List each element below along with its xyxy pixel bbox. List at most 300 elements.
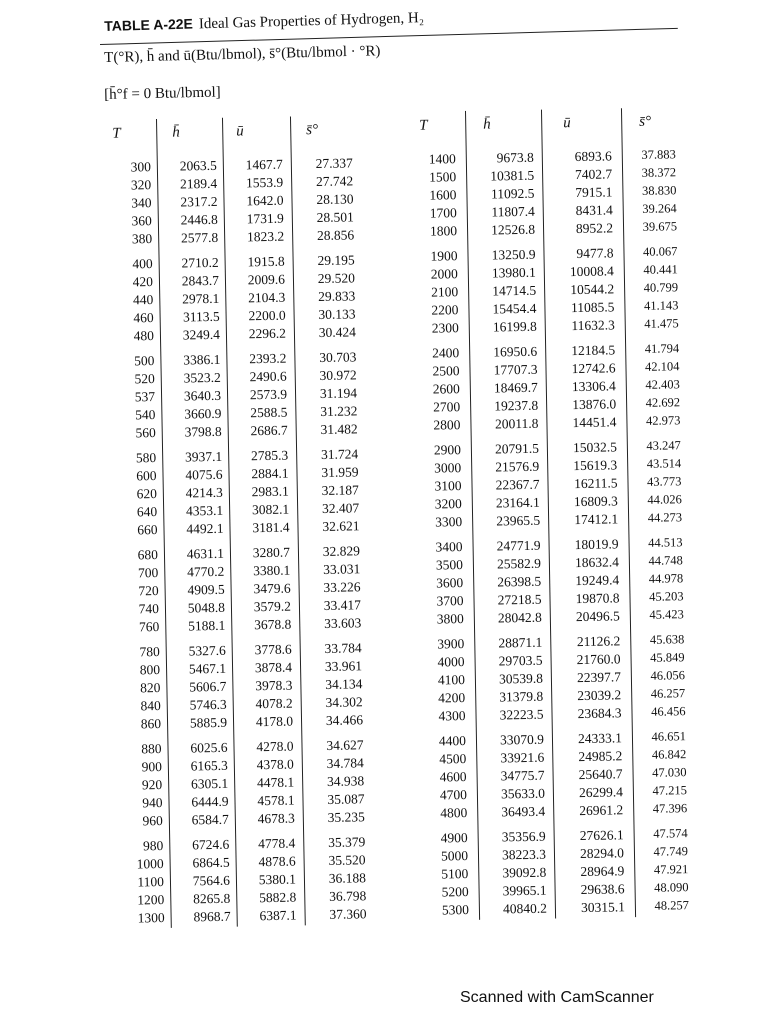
entropy-cell: 34.784	[326, 755, 364, 771]
internal-energy-cell: 11085.5	[570, 299, 615, 316]
temperature-cell: 960	[142, 812, 163, 829]
temperature-cell: 1900	[430, 248, 458, 264]
entropy-cell: 31.482	[320, 421, 358, 438]
temperature-cell: 580	[135, 450, 157, 466]
enthalpy-cell: 3113.5	[182, 308, 220, 325]
internal-energy-cell: 1915.8	[247, 253, 285, 270]
temperature-cell: 640	[136, 504, 158, 520]
internal-energy-cell: 2588.5	[250, 404, 288, 421]
entropy-cell: 32.407	[321, 500, 360, 516]
entropy-cell: 27.742	[315, 173, 354, 190]
temperature-cell: 1100	[137, 873, 165, 890]
enthalpy-cell: 40840.2	[502, 900, 548, 917]
internal-energy-cell: 2104.3	[248, 289, 286, 306]
temperature-cell: 1400	[428, 151, 456, 167]
temperature-cell: 480	[133, 328, 155, 344]
internal-energy-cell: 21126.2	[576, 633, 621, 650]
entropy-cell: 31.959	[321, 464, 359, 481]
temperature-cell: 340	[131, 195, 152, 211]
internal-energy-cell: 13306.4	[571, 378, 616, 395]
enthalpy-cell: 22367.7	[495, 476, 540, 493]
row-group	[409, 341, 681, 436]
enthalpy-cell: 21576.9	[495, 458, 540, 475]
entropy-cell: 46.651	[651, 729, 687, 744]
entropy-cell: 34.627	[326, 737, 364, 753]
enthalpy-cell: 5606.7	[189, 678, 227, 695]
temperature-cell: 1000	[136, 855, 164, 872]
enthalpy-cell: 35356.9	[501, 828, 546, 845]
enthalpy-cell: 6025.6	[190, 739, 228, 756]
temperature-cell: 2700	[433, 399, 461, 415]
row-group	[414, 632, 686, 727]
internal-energy-cell: 22397.7	[576, 669, 622, 686]
internal-energy-cell: 1467.7	[245, 156, 283, 173]
row-group	[411, 438, 683, 533]
left-table-body	[101, 155, 367, 929]
internal-energy-cell: 3878.4	[254, 659, 293, 676]
row-group	[110, 640, 364, 735]
enthalpy-cell: 39965.1	[502, 882, 547, 899]
row-group	[104, 349, 358, 444]
enthalpy-cell: 30539.8	[498, 670, 544, 687]
entropy-cell: 43.773	[646, 474, 682, 489]
enthalpy-cell: 4631.1	[186, 545, 225, 562]
enthalpy-cell: 2577.8	[180, 229, 219, 246]
temperature-cell: 360	[131, 213, 152, 229]
internal-energy-cell: 1731.9	[246, 210, 284, 227]
enthalpy-cell: 8968.7	[193, 908, 231, 925]
row-group	[111, 737, 365, 832]
right-table	[405, 112, 690, 921]
temperature-cell: 4300	[438, 708, 466, 724]
entropy-cell: 31.724	[320, 446, 359, 463]
enthalpy-cell: 7564.6	[192, 872, 231, 889]
temperature-cell: 3300	[435, 514, 463, 530]
entropy-cell: 42.104	[644, 359, 680, 374]
internal-energy-cell: 3479.6	[253, 580, 291, 597]
temperature-cell: 3700	[436, 593, 464, 609]
enthalpy-cell: 15454.4	[492, 300, 537, 317]
entropy-cell: 29.833	[318, 288, 356, 305]
temperature-cell: 560	[135, 425, 156, 441]
temperature-cell: 1500	[429, 169, 457, 185]
row-group	[103, 252, 357, 347]
temperature-cell: 2800	[433, 417, 461, 433]
entropy-cell: 38.830	[641, 183, 677, 198]
entropy-cell: 34.938	[326, 773, 365, 789]
temperature-cell: 540	[135, 407, 156, 423]
entropy-cell: 28.856	[316, 227, 355, 244]
entropy-cell: 45.423	[649, 607, 684, 622]
row-group	[416, 729, 688, 824]
temperature-cell: 1600	[429, 187, 457, 203]
enthalpy-cell: 33070.9	[499, 731, 545, 748]
temperature-cell: 500	[134, 353, 155, 369]
entropy-cell: 40.441	[643, 262, 678, 277]
enthalpy-cell: 3386.1	[183, 351, 221, 368]
entropy-cell: 40.067	[642, 244, 678, 259]
enthalpy-cell: 2710.2	[181, 254, 219, 271]
entropy-cell: 34.466	[325, 712, 364, 728]
internal-energy-cell: 10008.4	[569, 263, 614, 280]
temperature-cell: 3200	[434, 496, 462, 512]
temperature-cell: 2100	[431, 284, 459, 300]
internal-energy-cell: 14451.4	[572, 414, 617, 431]
enthalpy-cell: 34775.7	[500, 767, 545, 784]
entropy-cell: 45.849	[650, 650, 685, 665]
temperature-cell: 4800	[440, 805, 468, 821]
enthalpy-cell: 29703.5	[498, 652, 543, 669]
temperature-cell: 980	[142, 837, 164, 854]
temperature-cell: 3800	[436, 611, 464, 627]
entropy-cell: 41.794	[644, 341, 680, 356]
enthalpy-cell: 5048.8	[187, 599, 226, 616]
internal-energy-cell: 21760.0	[576, 651, 621, 668]
temperature-cell: 820	[140, 679, 161, 696]
entropy-cell: 34.134	[325, 676, 363, 692]
internal-energy-cell: 7915.1	[575, 184, 613, 201]
enthalpy-cell: 5885.9	[189, 714, 228, 731]
temperature-cell: 3100	[434, 478, 462, 494]
temperature-cell: 4000	[437, 654, 465, 670]
temperature-cell: 2600	[432, 381, 460, 397]
temperature-cell: 2300	[431, 320, 459, 336]
entropy-cell: 42.403	[645, 377, 680, 392]
col-header-T: T	[419, 117, 428, 134]
temperature-cell: 620	[136, 486, 157, 502]
temperature-cell: 940	[142, 794, 163, 811]
entropy-cell: 47.030	[652, 765, 687, 780]
entropy-cell: 44.748	[648, 553, 683, 568]
enthalpy-cell: 32223.5	[499, 706, 544, 723]
temperature-cell: 5200	[441, 884, 469, 900]
temperature-cell: 780	[139, 643, 160, 660]
temperature-cell: 4500	[439, 751, 467, 767]
internal-energy-cell: 1823.2	[246, 228, 285, 245]
right-table-header	[405, 112, 652, 145]
internal-energy-cell: 4278.0	[256, 738, 294, 755]
temperature-cell: 320	[130, 177, 152, 193]
row-group	[406, 147, 678, 242]
temperature-cell: 420	[132, 274, 154, 290]
col-header-s: s̄°	[306, 122, 319, 139]
internal-energy-cell: 2884.1	[251, 465, 289, 482]
internal-energy-cell: 25640.7	[578, 766, 623, 783]
internal-energy-cell: 24985.2	[578, 748, 623, 765]
enthalpy-cell: 5327.6	[188, 642, 226, 659]
row-group	[101, 155, 355, 250]
enthalpy-cell: 28042.8	[497, 609, 542, 626]
enthalpy-cell: 28871.1	[498, 634, 543, 651]
internal-energy-cell: 1642.0	[246, 192, 284, 209]
internal-energy-cell: 23684.3	[577, 705, 622, 722]
entropy-cell: 44.513	[648, 535, 683, 550]
temperature-cell: 2000	[430, 266, 458, 282]
row-group	[106, 446, 360, 541]
entropy-cell: 38.372	[641, 165, 677, 180]
internal-energy-cell: 10544.2	[570, 281, 615, 298]
temperature-cell: 440	[132, 292, 154, 308]
temperature-cell: 740	[138, 601, 160, 617]
temperature-cell: 5300	[441, 902, 470, 918]
internal-energy-cell: 4078.2	[255, 695, 293, 712]
scanner-watermark: Scanned with CamScanner	[460, 989, 654, 1006]
temperature-cell: 720	[138, 583, 159, 599]
temperature-cell: 860	[140, 715, 162, 732]
enthalpy-cell: 24771.9	[496, 537, 541, 554]
left-table	[100, 120, 367, 929]
enthalpy-cell: 5746.3	[189, 696, 227, 713]
internal-energy-cell: 3579.2	[253, 598, 292, 615]
internal-energy-cell: 20496.5	[575, 608, 620, 625]
internal-energy-cell: 30315.1	[580, 899, 626, 916]
internal-energy-cell: 8431.4	[575, 202, 613, 219]
internal-energy-cell: 26299.4	[578, 784, 624, 801]
reference-line: [h̄°f = 0 Btu/lbmol]	[104, 84, 221, 103]
internal-energy-cell: 16809.3	[573, 493, 618, 510]
enthalpy-cell: 20791.5	[494, 440, 540, 457]
entropy-cell: 39.675	[642, 219, 678, 234]
entropy-cell: 44.273	[647, 510, 683, 525]
entropy-cell: 48.090	[654, 880, 689, 895]
entropy-cell: 27.337	[315, 155, 353, 172]
entropy-cell: 33.031	[323, 561, 361, 577]
internal-energy-cell: 28964.9	[580, 863, 625, 880]
temperature-cell: 920	[141, 776, 163, 793]
row-group	[113, 834, 367, 929]
entropy-cell: 33.784	[324, 640, 362, 656]
enthalpy-cell: 17707.3	[493, 361, 538, 378]
entropy-cell: 34.302	[325, 694, 363, 710]
col-header-T: T	[112, 125, 121, 142]
temperature-cell: 760	[138, 618, 160, 635]
entropy-cell: 36.798	[329, 888, 367, 904]
enthalpy-cell: 20011.8	[494, 415, 539, 432]
entropy-cell: 35.235	[327, 809, 365, 825]
internal-energy-cell: 3181.4	[252, 519, 290, 536]
enthalpy-cell: 5188.1	[188, 617, 226, 634]
col-header-s: s̄°	[639, 113, 652, 130]
internal-energy-cell: 4678.3	[257, 810, 295, 827]
internal-energy-cell: 12742.6	[571, 360, 616, 377]
enthalpy-cell: 6444.9	[191, 793, 229, 810]
internal-energy-cell: 12184.5	[571, 342, 616, 359]
internal-energy-cell: 28294.0	[579, 845, 625, 862]
entropy-cell: 48.257	[654, 898, 690, 913]
enthalpy-cell: 3523.2	[183, 369, 221, 386]
enthalpy-cell: 33921.6	[500, 749, 545, 766]
enthalpy-cell: 18469.7	[493, 379, 538, 396]
enthalpy-cell: 6165.3	[190, 757, 228, 774]
internal-energy-cell: 3280.7	[252, 544, 291, 561]
entropy-cell: 30.133	[318, 306, 356, 323]
enthalpy-cell: 11092.5	[490, 185, 535, 202]
entropy-cell: 29.195	[317, 252, 355, 269]
temperature-cell: 537	[134, 389, 156, 405]
entropy-cell: 44.026	[647, 492, 682, 507]
internal-energy-cell: 2983.1	[251, 483, 289, 500]
internal-energy-cell: 29638.6	[580, 881, 625, 898]
entropy-cell: 28.130	[316, 191, 354, 208]
entropy-cell: 46.257	[650, 686, 686, 701]
internal-energy-cell: 3380.1	[253, 562, 291, 579]
enthalpy-cell: 16950.6	[493, 343, 538, 360]
entropy-cell: 35.520	[328, 852, 366, 868]
temperature-cell: 2200	[431, 302, 459, 318]
entropy-cell: 47.215	[652, 783, 688, 798]
enthalpy-cell: 5467.1	[188, 660, 227, 677]
enthalpy-cell: 14714.5	[492, 282, 537, 299]
entropy-cell: 33.226	[323, 579, 361, 595]
internal-energy-cell: 13876.0	[572, 396, 617, 413]
temperature-cell: 380	[131, 231, 153, 247]
right-table-body	[406, 147, 690, 921]
internal-energy-cell: 3778.6	[254, 641, 292, 658]
temperature-cell: 800	[139, 661, 161, 678]
internal-energy-cell: 2393.2	[249, 350, 287, 367]
table-title-text: Ideal Gas Properties of Hydrogen, H₂	[198, 10, 425, 33]
row-group	[108, 543, 362, 638]
temperature-cell: 3900	[437, 636, 465, 652]
enthalpy-cell: 2446.8	[180, 211, 218, 228]
col-header-u: ū	[563, 115, 571, 132]
enthalpy-cell: 16199.8	[492, 318, 537, 335]
internal-energy-cell: 23039.2	[577, 687, 622, 704]
enthalpy-cell: 6864.5	[192, 854, 230, 871]
internal-energy-cell: 18632.4	[574, 554, 620, 571]
enthalpy-cell: 38223.3	[501, 846, 547, 863]
units-line: T(°R), h̄ and ū(Btu/lbmol), s̄°(Btu/lbmol · °R)	[104, 43, 381, 66]
entropy-cell: 32.621	[322, 518, 360, 534]
temperature-cell: 4200	[438, 690, 466, 706]
entropy-cell: 41.475	[644, 316, 679, 331]
temperature-cell: 3600	[436, 575, 464, 591]
left-table-header	[100, 120, 319, 153]
temperature-cell: 2500	[432, 363, 460, 379]
entropy-cell: 30.703	[319, 349, 357, 366]
entropy-cell: 41.143	[643, 298, 679, 313]
internal-energy-cell: 9477.8	[576, 245, 614, 262]
enthalpy-cell: 23965.5	[496, 512, 541, 529]
temperature-cell: 300	[130, 159, 151, 175]
col-header-u: ū	[236, 123, 244, 140]
internal-energy-cell: 17412.1	[574, 511, 619, 528]
internal-energy-cell: 2490.6	[249, 368, 287, 385]
enthalpy-cell: 4909.5	[187, 581, 225, 598]
internal-energy-cell: 2296.2	[248, 325, 287, 342]
temperature-cell: 5000	[440, 848, 469, 864]
entropy-cell: 44.978	[648, 571, 684, 586]
enthalpy-cell: 13980.1	[491, 264, 536, 281]
enthalpy-cell: 6724.6	[192, 836, 230, 853]
internal-energy-cell: 6387.1	[259, 907, 297, 924]
internal-energy-cell: 4578.1	[257, 792, 295, 809]
entropy-cell: 40.799	[643, 280, 679, 295]
entropy-cell: 45.638	[649, 632, 685, 647]
enthalpy-cell: 23164.1	[495, 494, 540, 511]
entropy-cell: 46.056	[650, 668, 685, 683]
entropy-cell: 33.961	[324, 658, 363, 674]
internal-energy-cell: 3978.3	[255, 677, 293, 694]
enthalpy-cell: 13250.9	[491, 246, 536, 263]
internal-energy-cell: 1553.9	[245, 174, 284, 191]
enthalpy-cell: 4353.1	[185, 502, 224, 519]
internal-energy-cell: 4378.0	[256, 756, 294, 773]
col-header-h: h̄	[172, 124, 180, 141]
internal-energy-cell: 2200.0	[248, 307, 286, 324]
internal-energy-cell: 15619.3	[573, 457, 618, 474]
enthalpy-cell: 3640.3	[183, 387, 222, 404]
table-title	[104, 9, 424, 36]
entropy-cell: 33.603	[324, 615, 362, 631]
internal-energy-cell: 3678.8	[254, 616, 292, 633]
temperature-cell: 680	[137, 547, 159, 563]
internal-energy-cell: 11632.3	[571, 317, 615, 334]
temperature-cell: 880	[141, 740, 162, 757]
internal-energy-cell: 18019.9	[574, 536, 619, 553]
entropy-cell: 46.456	[651, 704, 686, 719]
enthalpy-cell: 3937.1	[184, 448, 223, 465]
temperature-cell: 1300	[137, 909, 165, 926]
internal-energy-cell: 5882.8	[259, 889, 297, 906]
internal-energy-cell: 15032.5	[572, 439, 618, 456]
col-header-h: h̄	[483, 116, 491, 133]
enthalpy-cell: 11807.4	[491, 203, 535, 220]
temperature-cell: 3000	[434, 460, 462, 476]
temperature-cell: 660	[137, 522, 158, 538]
entropy-cell: 32.187	[321, 482, 359, 498]
entropy-cell: 30.972	[319, 367, 357, 384]
internal-energy-cell: 8952.2	[575, 220, 614, 237]
enthalpy-cell: 10381.5	[490, 167, 535, 184]
internal-energy-cell: 16211.5	[574, 475, 618, 492]
enthalpy-cell: 9673.8	[496, 149, 534, 166]
enthalpy-cell: 3798.8	[184, 423, 222, 440]
enthalpy-cell: 36493.4	[501, 803, 546, 820]
enthalpy-cell: 31379.8	[499, 688, 544, 705]
temperature-cell: 700	[137, 565, 159, 581]
entropy-cell: 42.973	[645, 413, 681, 428]
temperature-cell: 4400	[438, 733, 467, 749]
internal-energy-cell: 2785.3	[250, 447, 289, 464]
internal-energy-cell: 19870.8	[575, 590, 620, 607]
entropy-cell: 37.360	[329, 906, 367, 922]
enthalpy-cell: 12526.8	[491, 221, 536, 238]
temperature-cell: 400	[132, 256, 153, 272]
temperature-cell: 3400	[435, 539, 463, 555]
enthalpy-cell: 2189.4	[179, 175, 218, 192]
enthalpy-cell: 3660.9	[184, 405, 222, 422]
enthalpy-cell: 3249.4	[182, 326, 221, 343]
entropy-cell: 47.749	[653, 844, 689, 859]
entropy-cell: 39.264	[642, 201, 677, 216]
entropy-cell: 43.514	[646, 456, 682, 471]
temperature-cell: 2400	[432, 345, 460, 361]
temperature-cell: 840	[140, 697, 161, 714]
temperature-cell: 460	[133, 310, 154, 326]
internal-energy-cell: 4878.6	[258, 853, 296, 870]
entropy-cell: 35.087	[327, 791, 365, 807]
enthalpy-cell: 25582.9	[496, 555, 542, 572]
enthalpy-cell: 4492.1	[186, 520, 224, 537]
internal-energy-cell: 4778.4	[258, 835, 296, 852]
enthalpy-cell: 2063.5	[179, 157, 217, 174]
entropy-cell: 42.692	[645, 395, 681, 410]
entropy-cell: 36.188	[328, 870, 367, 886]
internal-energy-cell: 7402.7	[574, 166, 613, 183]
entropy-cell: 37.883	[641, 147, 676, 162]
temperature-cell: 900	[141, 758, 162, 775]
